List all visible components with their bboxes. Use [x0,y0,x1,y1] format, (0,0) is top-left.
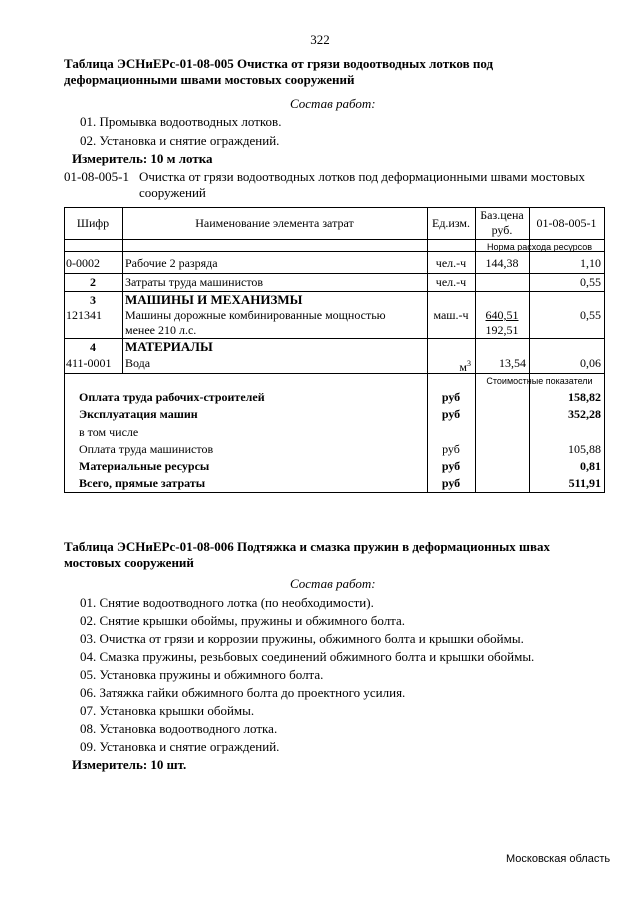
table2-work-8: 08. Установка водоотводного лотка. [80,721,278,736]
total3-unit: руб [442,442,460,456]
header-code: 01-08-005-1 [536,216,597,230]
row4-unit [427,356,471,375]
row3-price-2: 192,51 [485,323,519,337]
row1-unit: чел.-ч [435,256,467,270]
table2-work-3: 03. Очистка от грязи и коррозии пружины, обжимного болта и крышки обоймы. [80,631,524,646]
section4-number: 4 [90,340,96,354]
table1-code-desc-2: сооружений [139,185,206,200]
total3-name: Оплата труда машинистов [79,442,214,456]
section4-title: МАТЕРИАЛЫ [125,339,213,354]
row2-value: 0,55 [580,275,601,289]
table2-work-6: 06. Затяжка гайки обжимного болта до проектного усилия. [80,685,406,700]
header-name: Наименование элемента затрат [195,216,354,230]
total2a-name: в том числе [79,425,139,439]
table2-title: Таблица ЭСНиЕРс-01-08-006 Подтяжка и смазка пружин в деформационных швах мостовых сооружений [64,539,551,570]
row4-shifr: 411-0001 [66,356,112,370]
row4-unit-text: м [459,360,467,374]
header-unit: Ед.изм. [431,216,471,230]
header-price-1: Баз.цена [480,208,524,222]
row3-price-1-text: 640,51 [485,308,519,322]
row1-price: 144,38 [485,256,519,270]
table1-work-2: 02. Установка и снятие ограждений. [80,133,280,148]
table2-work-1: 01. Снятие водоотводного лотка (по необходимости). [80,595,374,610]
table1-code-desc-1: Очистка от грязи водоотводных лотков под деформационными швами мостовых [139,169,585,184]
table1-code: 01-08-005-1 [64,169,129,184]
row4-name: Вода [125,356,151,370]
table2-work-2: 02. Снятие крышки обоймы, пружины и обжимного болта. [80,613,406,628]
row4-value: 0,06 [580,356,601,370]
row3-unit: маш.-ч [433,308,469,322]
section3-number: 3 [90,293,96,307]
row3-shifr: 121341 [66,308,102,322]
row3-value: 0,55 [580,308,601,322]
section3-title: МАШИНЫ И МЕХАНИЗМЫ [125,292,303,307]
total4-value: 0,81 [580,459,601,473]
total2-name: Эксплуатация машин [79,407,198,421]
row3-price-1 [475,308,529,323]
norm-label: Норма расхода ресурсов [487,242,592,252]
table1-measure: Измеритель: 10 м лотка [72,151,213,166]
total1-unit: руб [441,390,461,404]
total2-unit: руб [441,407,461,421]
table1-sostav: Состав работ: [290,96,376,111]
total3-value: 105,88 [568,442,601,456]
table1-work-1: 01. Промывка водоотводных лотков. [80,114,282,129]
total1-name: Оплата труда рабочих-строителей [79,390,265,404]
total4-unit: руб [441,459,461,473]
total5-unit: руб [441,476,461,490]
table2-work-4: 04. Смазка пружины, резьбовых соединений обжимного болта и крышки обоймы. [80,649,535,664]
table2-work-7: 07. Установка крышки обоймы. [80,703,255,718]
row2-shifr: 2 [90,275,96,289]
row3-name-2: менее 210 л.с. [125,323,197,337]
table1-title: Таблица ЭСНиЕРс-01-08-005 Очистка от грязи водоотводных лотков под деформационными швами мостовых сооружений [64,56,494,87]
table2-work-5: 05. Установка пружины и обжимного болта. [80,667,324,682]
table2-sostav: Состав работ: [290,576,376,591]
total5-name: Всего, прямые затраты [79,476,206,490]
total1-value: 158,82 [568,390,601,404]
resource-table [64,207,605,493]
row4-unit-sup: 3 [467,359,471,368]
table2-work-9: 09. Установка и снятие ограждений. [80,739,280,754]
row4-price: 13,54 [499,356,526,370]
cost-label: Стоимостные показатели [486,376,593,386]
row1-value: 1,10 [580,256,601,270]
footer-region: Московская область [506,853,611,865]
page-number: 322 [310,32,330,47]
total4-name: Материальные ресурсы [79,459,210,473]
row3-name-1: Машины дорожные комбинированные мощностью [125,308,386,322]
total5-value: 511,91 [568,476,601,490]
table2-measure: Измеритель: 10 шт. [72,757,187,772]
row1-name: Рабочие 2 разряда [125,256,218,270]
total2-value: 352,28 [568,407,601,421]
header-shifr: Шифр [76,216,110,230]
row2-unit: чел.-ч [435,275,467,289]
header-price-2: руб. [491,223,513,237]
row1-shifr: 0-0002 [66,256,100,270]
row2-name: Затраты труда машинистов [125,275,264,289]
